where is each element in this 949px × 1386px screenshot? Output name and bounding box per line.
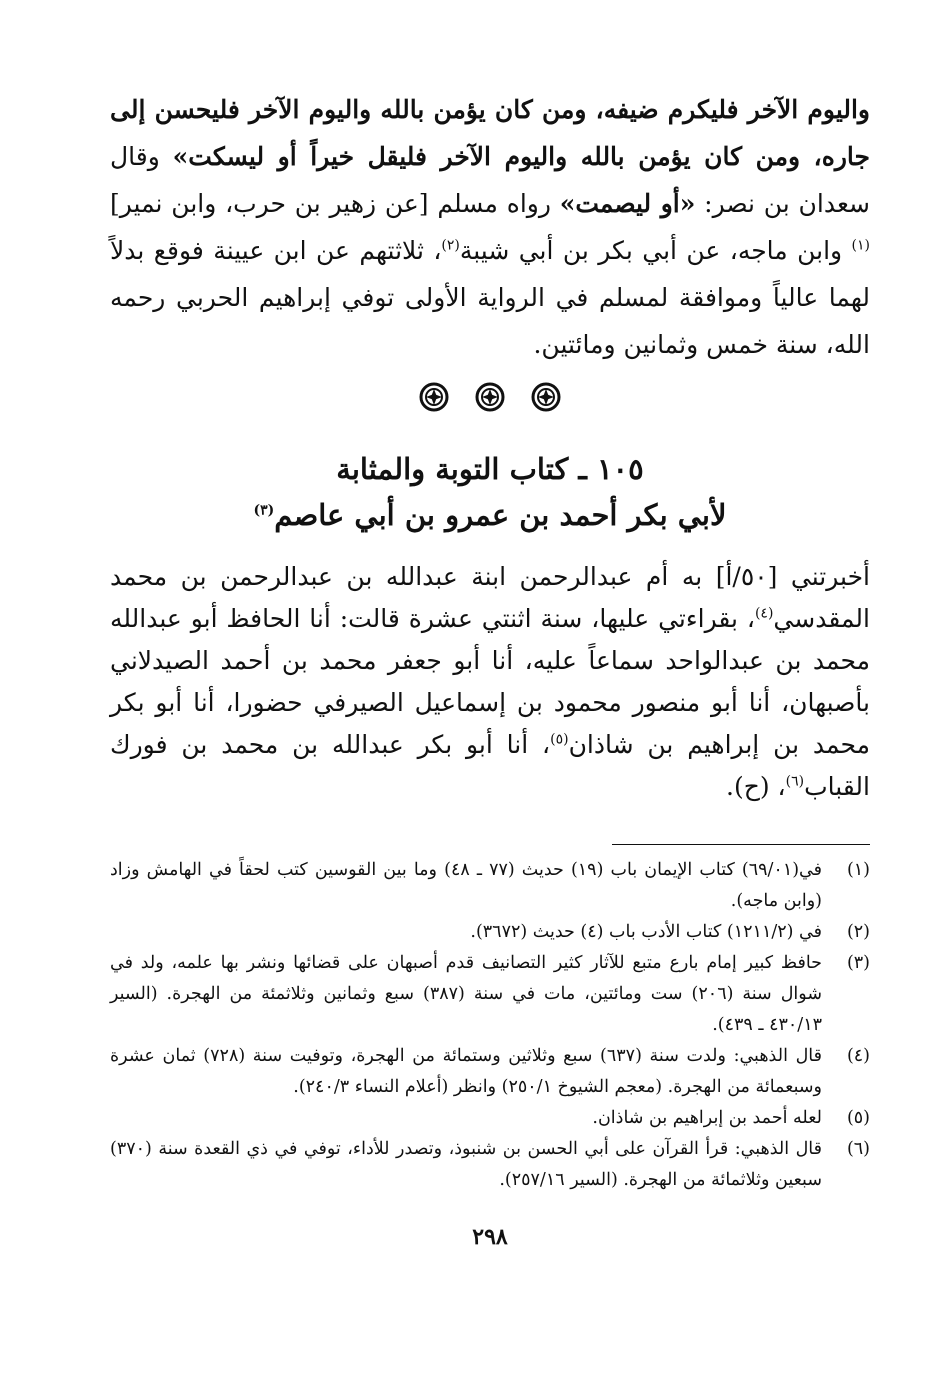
footnote-text: في (١٢١١/٢) كتاب الأدب باب (٤) حديث (٣٦٧٢).	[470, 922, 822, 942]
footnote-number: (١)	[846, 860, 870, 880]
paragraph-text: ، ثلاثتهم عن ابن عيينة فوقع بدلاً لهما عالياً وموافقة لمسلم في الرواية الأولى توفي إبراهيم الحربي رحمه الله، سنة خمس وثمانين ومائتين.	[110, 236, 870, 359]
footnote-item	[110, 1134, 870, 1196]
footnote-item	[110, 855, 870, 917]
footnote-text: حافظ كبير إمام بارع متبع للآثار كثير التصانيف قدم أصبهان على قضائها ونشر بها علمه، ولد في شوال سنة (٢٠٦) ست ومائتين، مات في سنة (٣٨٧) سبع وثمانين وثلاثمئة من الهجرة. (السير ٤٣٠/١٣ ـ ٤٣٩).	[110, 953, 822, 1035]
footnote-text: قال الذهبي: ولدت سنة (٦٣٧) سبع وثلاثين وستمائة من الهجرة، وتوفيت سنة (٧٢٨) ثمان عشرة وسبعمائة من الهجرة. (معجم الشيوخ ٢٥٠/١) وانظر (أعلام النساء ٢٤٠/٣).	[110, 1046, 822, 1097]
footnote-number: (٤)	[846, 1046, 870, 1066]
paragraph-text: ، أنا أبو بكر عبدالله بن محمد بن فورك القباب	[110, 730, 870, 801]
footnote-item	[110, 948, 870, 1041]
footnote-number: (٢)	[846, 922, 870, 942]
footnote-separator	[612, 844, 870, 845]
footnote-text: في(٦٩/٠١) كتاب الإيمان باب (١٩) حديث (٧٧ ـ ٤٨) وما بين القوسين كتب لحقاً في الهامش وزاد (وابن ماجه).	[110, 860, 822, 911]
section-heading-line2	[110, 492, 870, 538]
heading-text: لأبي بكر أحمد بن عمرو بن أبي عاصم	[274, 498, 727, 532]
footnote-item	[110, 1103, 870, 1134]
footnote-ref[interactable]: (٢)	[441, 237, 460, 254]
page-number: ٢٩٨	[472, 1224, 508, 1250]
footnote-number: (٦)	[846, 1139, 870, 1159]
paragraph-text: رواه مسلم [عن زهير بن حرب، وابن نمير]	[110, 189, 560, 218]
section-heading-line1: ١٠٥ ـ كتاب التوبة والمثابة	[336, 452, 644, 486]
paragraph-text: وقال سعدان بن نصر:	[110, 142, 870, 218]
footnote-item	[110, 917, 870, 948]
hadith-text: واليوم الآخر فليكرم ضيفه، ومن كان يؤمن بالله واليوم الآخر فليحسن إلى جاره، ومن كان يؤمن بالله واليوم الآخر فليقل خيراً أو ليسكت»	[110, 95, 870, 171]
rosette-ornament-icon	[475, 382, 505, 412]
section-divider	[110, 382, 870, 412]
footnote-ref[interactable]: (١)	[851, 237, 870, 254]
rosette-ornament-icon	[531, 382, 561, 412]
paragraph-text: وابن ماجه، عن أبي بكر بن أبي شيبة	[459, 236, 852, 265]
footnote-text: قال الذهبي: قرأ القرآن على أبي الحسن بن شنبوذ، وتصدر للأداء، توفي في ذي القعدة سنة (٣٧٠) سبعين وثلاثمائة من الهجرة. (السير ٢٥٧/١٦).	[110, 1139, 822, 1190]
isnad-paragraph	[110, 556, 870, 808]
paragraph-text: ، بقراءتي عليها، سنة اثنتي عشرة قالت: أنا الحافظ أبو عبدالله محمد بن عبدالواحد سماعاً عليه، أنا أبو جعفر محمد بن أحمد الصيدلاني بأصبهان، أنا أبو منصور محمود بن إسماعيل الصيرفي حضورا، أنا أبو بكر محمد بن إبراهيم بن شاذان	[110, 604, 870, 759]
paragraph-text: ، (ح).	[726, 772, 786, 801]
footnote-ref[interactable]: (٣)	[253, 502, 275, 519]
footnote-number: (٥)	[846, 1108, 870, 1128]
footnote-ref[interactable]: (٤)	[754, 605, 774, 622]
footnote-number: (٣)	[846, 953, 870, 973]
document-page	[110, 86, 870, 1250]
variant-reading: «أو ليصمت»	[559, 189, 696, 218]
footnote-ref[interactable]: (٥)	[550, 731, 569, 748]
rosette-ornament-icon	[419, 382, 449, 412]
footnote-text: لعله أحمد بن إبراهيم بن شاذان.	[592, 1108, 822, 1128]
footnotes	[110, 855, 870, 1196]
footnote-item	[110, 1041, 870, 1103]
paragraph-text: أخبرتني [٥٠/أ] به أم عبدالرحمن ابنة عبدالله بن عبدالرحمن بن محمد المقدسي	[110, 562, 870, 633]
top-paragraph	[110, 86, 870, 368]
footnote-ref[interactable]: (٦)	[785, 773, 805, 790]
